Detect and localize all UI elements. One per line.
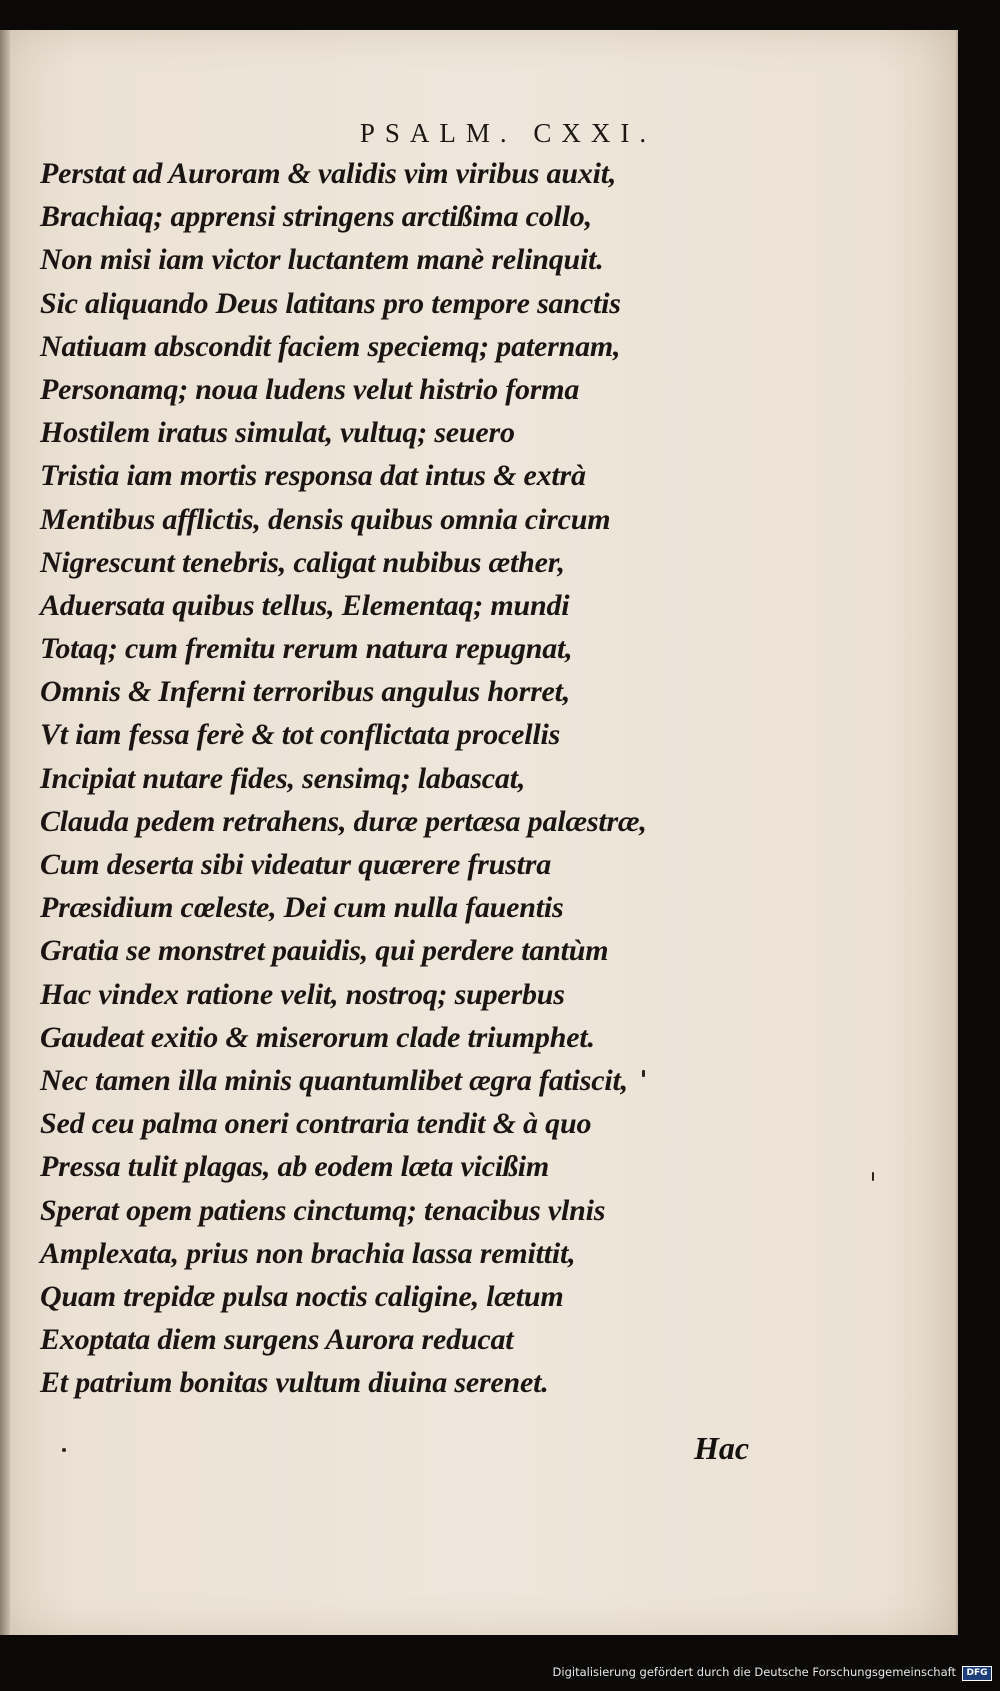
verse-line: Sic aliquando Deus latitans pro tempore sanctis <box>40 286 621 320</box>
ink-speck <box>62 1448 66 1452</box>
verse-line: Nec tamen illa minis quantumlibet ægra fatiscit, <box>40 1063 628 1097</box>
verse-line: Vt iam fessa ferè & tot conflictata procellis <box>40 718 561 752</box>
verse-line: Gaudeat exitio & miserorum clade triumphet. <box>40 1020 595 1054</box>
book-page <box>0 30 958 1635</box>
running-head: PSALM. CXXI. <box>359 118 657 148</box>
verse-line: Personamq; noua ludens velut histrio forma <box>40 372 580 406</box>
verse-line: Exoptata diem surgens Aurora reducat <box>40 1323 514 1357</box>
verse-line: Tristia iam mortis responsa dat intus & extrà <box>40 459 586 493</box>
verse-line: Mentibus afflictis, densis quibus omnia circum <box>40 502 611 536</box>
digitization-credit: Digitalisierung gefördert durch die Deutsche Forschungsgemeinschaft <box>552 1665 956 1679</box>
verse-line: Hostilem iratus simulat, vultuq; seuero <box>40 416 515 450</box>
verse-line: Sperat opem patiens cinctumq; tenacibus vlnis <box>40 1193 606 1227</box>
verse-line: Natiuam abscondit faciem speciemq; paternam, <box>40 329 621 363</box>
verse-line: Clauda pedem retrahens, duræ pertæsa palæstræ, <box>40 804 647 838</box>
verse-line: Præsidium cœleste, Dei cum nulla fauentis <box>40 891 564 925</box>
verse-line: Nigrescunt tenebris, caligat nubibus æther, <box>40 545 565 579</box>
verse-line: Aduersata quibus tellus, Elementaq; mundi <box>40 588 570 622</box>
verse-line: Non misi iam victor luctantem manè relinquit. <box>40 243 604 277</box>
verse-line: Pressa tulit plagas, ab eodem læta vicißim <box>40 1150 550 1184</box>
verse-line: Perstat ad Auroram & validis vim viribus auxit, <box>40 157 617 190</box>
verse-line: Incipiat nutare fides, sensimq; labascat, <box>40 761 526 795</box>
ink-speck <box>872 1172 874 1181</box>
verse-line: Brachiaq; apprensi stringens arctißima collo, <box>40 200 592 234</box>
dfg-logo: DFG <box>962 1666 992 1681</box>
verse-block <box>40 152 760 1404</box>
ink-speck <box>642 1070 645 1077</box>
verse-line: Quam trepidæ pulsa noctis caligine, lætum <box>40 1279 564 1313</box>
catchword: Hac <box>694 1430 750 1466</box>
verse-line: Omnis & Inferni terroribus angulus horret, <box>40 675 571 709</box>
verse-line: Totaq; cum fremitu rerum natura repugnat, <box>40 632 573 666</box>
page-gutter-shadow <box>0 30 10 1635</box>
verse-line: Sed ceu palma oneri contraria tendit & à quo <box>40 1107 592 1141</box>
verse-line: Cum deserta sibi videatur quærere frustra <box>40 848 552 881</box>
verse-line: Hac vindex ratione velit, nostroq; superbus <box>40 977 565 1011</box>
verse-line: Gratia se monstret pauidis, qui perdere tantùm <box>40 934 609 968</box>
verse-line: Amplexata, prius non brachia lassa remittit, <box>40 1236 576 1270</box>
verse-line: Et patrium bonitas vultum diuina serenet. <box>40 1366 549 1400</box>
